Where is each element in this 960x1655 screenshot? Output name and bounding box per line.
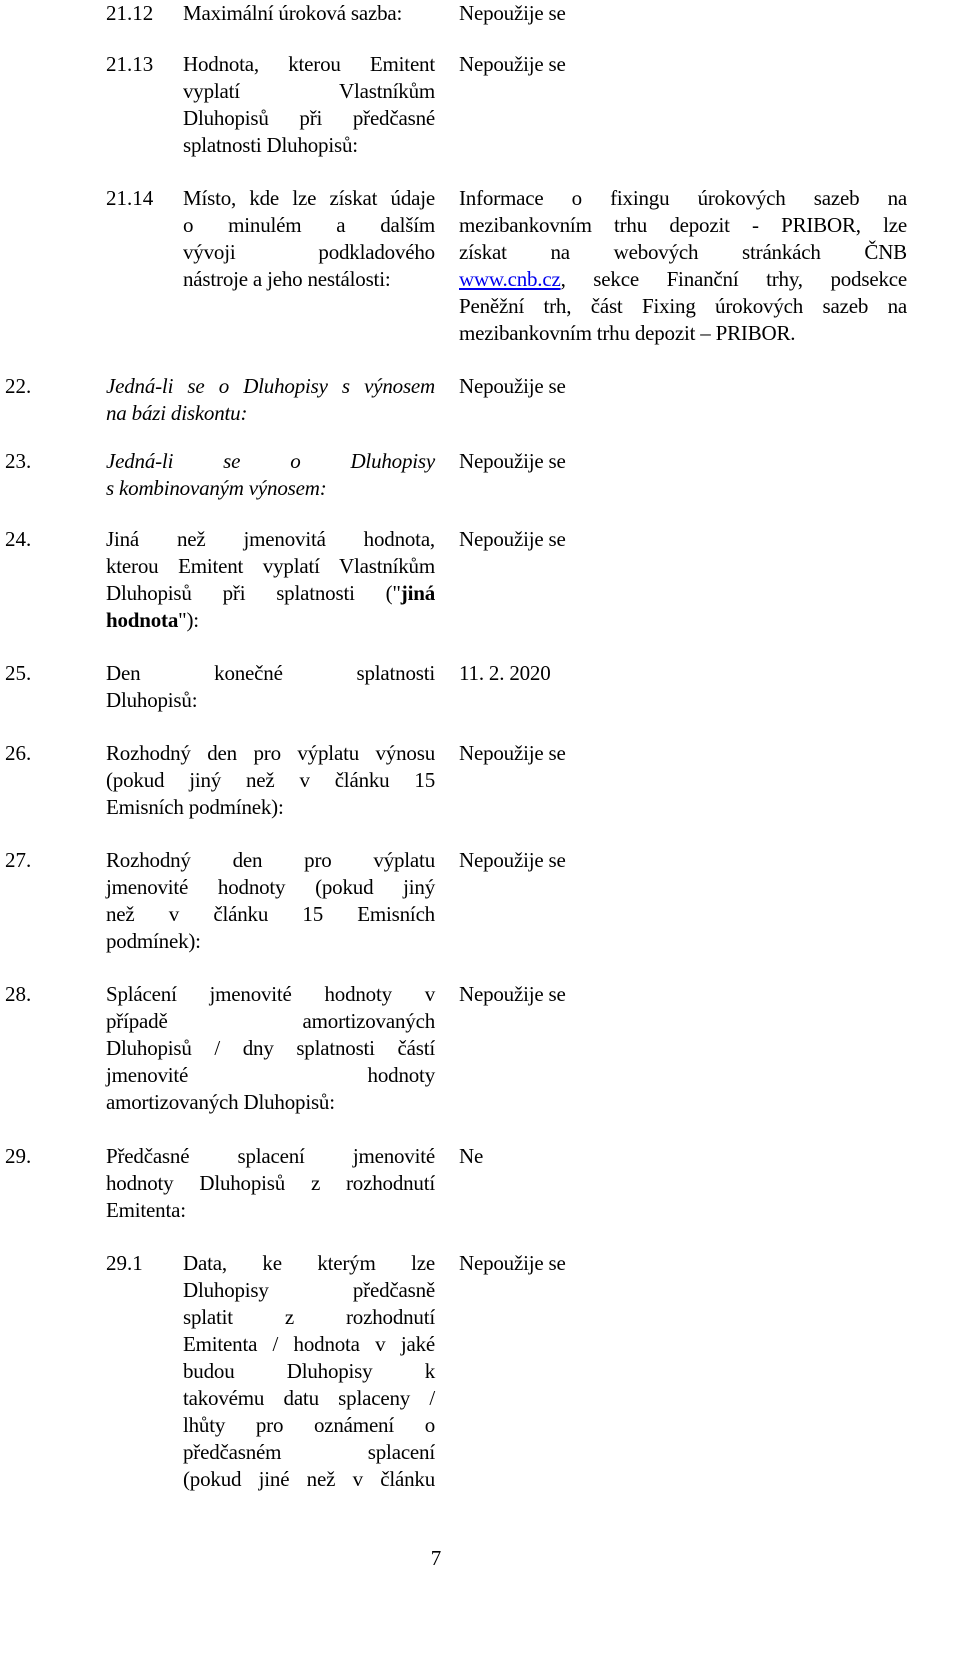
text-line: předčasném splacení — [183, 1440, 435, 1464]
text-line: Nepoužije se — [459, 52, 566, 76]
item-number: 22. — [5, 374, 32, 398]
text-line: takovému datu splaceny / — [183, 1386, 435, 1410]
cnb-website-link[interactable]: www.cnb.cz — [459, 267, 561, 291]
text-line: případě amortizovaných — [106, 1009, 435, 1033]
text-line: Rozhodný den pro výplatu výnosu — [106, 741, 435, 765]
term-value — [459, 847, 907, 874]
item-number: 21.12 — [106, 1, 154, 25]
term-label — [106, 660, 435, 714]
term-label — [183, 0, 435, 27]
term-value — [459, 660, 907, 687]
text-line: Emitenta / hodnota v jaké — [183, 1332, 435, 1356]
text-line: Dluhopisů: — [106, 688, 198, 712]
text-line: amortizovaných Dluhopisů: — [106, 1090, 335, 1114]
page-number: 7 — [430, 1546, 442, 1570]
text-line: Nepoužije se — [459, 1251, 566, 1275]
text-line: Emitenta: — [106, 1198, 186, 1222]
item-number: 21.14 — [106, 186, 154, 210]
text-line: Rozhodný den pro výplatu — [106, 848, 435, 872]
term-label — [106, 847, 435, 955]
text-line: o minulém a dalším — [183, 213, 435, 237]
text-line: Nepoužije se — [459, 848, 566, 872]
text-line — [459, 266, 907, 293]
text-line: Dluhopisy předčasně — [183, 1278, 435, 1302]
term-label — [106, 981, 435, 1116]
text-line: vývoji podkladového — [183, 240, 435, 264]
text-line: Nepoužije se — [459, 982, 566, 1006]
text-line: Jedná-li se o Dluhopisy — [106, 449, 435, 473]
item-number: 24. — [5, 527, 32, 551]
text-line: Emisních podmínek): — [106, 795, 284, 819]
item-number: 21.13 — [106, 52, 154, 76]
item-number: 23. — [5, 449, 32, 473]
bold-term: jiná — [400, 581, 435, 605]
text-line: podmínek): — [106, 929, 201, 953]
term-value — [459, 448, 907, 475]
text-line: splatnosti Dluhopisů: — [183, 133, 358, 157]
text-line: Nepoužije se — [459, 449, 566, 473]
text-line: (pokud jiný než v článku 15 — [106, 768, 435, 792]
term-value — [459, 0, 907, 27]
text-line: jmenovité hodnoty — [106, 1063, 435, 1087]
text-line — [106, 607, 435, 634]
text-line: Nepoužije se — [459, 1, 566, 25]
text-line: Jedná-li se o Dluhopisy s výnosem — [106, 374, 435, 398]
text-line: Data, ke kterým lze — [183, 1251, 435, 1275]
text-line: než v článku 15 Emisních — [106, 902, 435, 926]
item-number: 25. — [5, 661, 32, 685]
term-label — [106, 1143, 435, 1224]
text-line: (pokud jiné než v článku — [183, 1467, 435, 1491]
term-value — [459, 185, 907, 347]
text-line: s kombinovaným výnosem: — [106, 476, 327, 500]
text-line: Splácení jmenovité hodnoty v — [106, 982, 435, 1006]
text-line — [106, 580, 435, 607]
text-line: vyplatí Vlastníkům — [183, 79, 435, 103]
term-value — [459, 51, 907, 78]
term-label — [106, 526, 435, 634]
text-line: 11. 2. 2020 — [459, 661, 551, 685]
text-line: Předčasné splacení jmenovité — [106, 1144, 435, 1168]
text-line: Nepoužije se — [459, 527, 566, 551]
term-label — [183, 51, 435, 159]
term-value — [459, 373, 907, 400]
item-number: 27. — [5, 848, 32, 872]
text-segment: Dluhopisů při splatnosti (" — [106, 581, 401, 605]
text-line: splatit z rozhodnutí — [183, 1305, 435, 1329]
text-line: získat na webových stránkách ČNB — [459, 240, 907, 264]
item-number: 29.1 — [106, 1251, 143, 1275]
text-line: mezibankovním trhu depozit - PRIBOR, lze — [459, 213, 907, 237]
term-value — [459, 981, 907, 1008]
text-line: nástroje a jeho nestálosti: — [183, 267, 391, 291]
item-number: 26. — [5, 741, 32, 765]
text-line: Nepoužije se — [459, 374, 566, 398]
text-line: Peněžní trh, část Fixing úrokových sazeb na — [459, 294, 907, 318]
item-number: 28. — [5, 982, 32, 1006]
term-value — [459, 740, 907, 767]
text-line: Den konečné splatnosti — [106, 661, 435, 685]
bold-term: hodnota — [106, 608, 179, 632]
term-label — [183, 185, 435, 293]
term-value — [459, 526, 907, 553]
term-label — [106, 740, 435, 821]
text-segment: "): — [178, 608, 199, 632]
text-segment: , sekce Finanční trhy, podsekce — [560, 267, 907, 291]
term-value — [459, 1250, 907, 1277]
text-line: Jiná než jmenovitá hodnota, — [106, 527, 435, 551]
text-line: jmenovité hodnoty (pokud jiný — [106, 875, 435, 899]
text-line: hodnoty Dluhopisů z rozhodnutí — [106, 1171, 435, 1195]
term-label — [106, 448, 435, 502]
text-line: lhůty pro oznámení o — [183, 1413, 435, 1437]
term-value — [459, 1143, 907, 1170]
text-line: Nepoužije se — [459, 741, 566, 765]
text-line: Informace o fixingu úrokových sazeb na — [459, 186, 907, 210]
text-line: Maximální úroková sazba: — [183, 1, 403, 25]
text-line: Ne — [459, 1144, 484, 1168]
text-line: budou Dluhopisy k — [183, 1359, 435, 1383]
item-number: 29. — [5, 1144, 32, 1168]
text-line: na bázi diskontu: — [106, 401, 248, 425]
text-line: mezibankovním trhu depozit – PRIBOR. — [459, 321, 796, 345]
text-line: Dluhopisů při předčasné — [183, 106, 435, 130]
text-line: Dluhopisů / dny splatnosti částí — [106, 1036, 435, 1060]
text-line: kterou Emitent vyplatí Vlastníkům — [106, 554, 435, 578]
term-label — [106, 373, 435, 427]
text-line: Hodnota, kterou Emitent — [183, 52, 435, 76]
term-label — [183, 1250, 435, 1493]
text-line: Místo, kde lze získat údaje — [183, 186, 435, 210]
